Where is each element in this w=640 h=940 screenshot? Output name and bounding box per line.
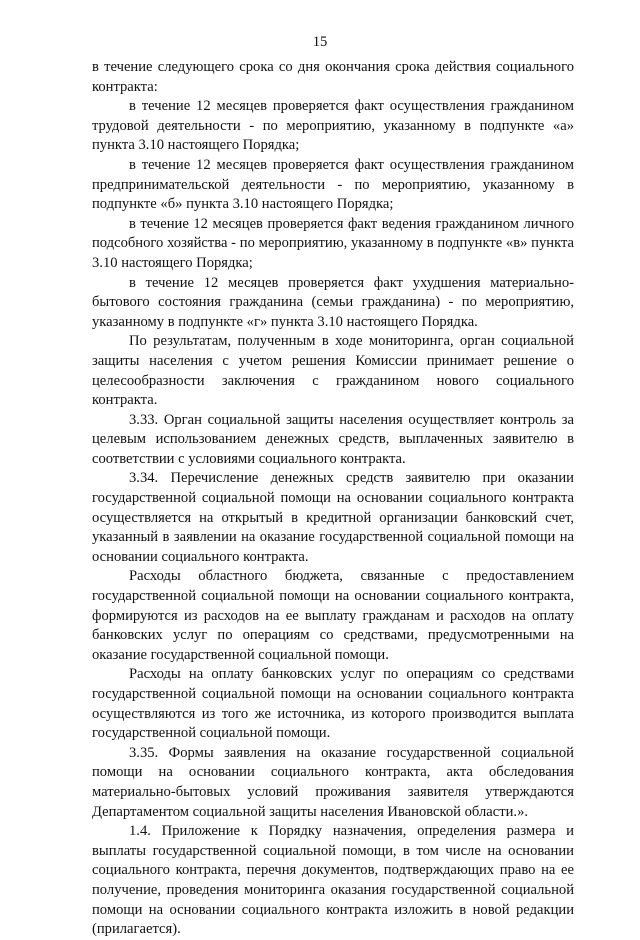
document-body <box>92 58 574 940</box>
page-number: 15 <box>312 34 328 50</box>
paragraph-entrepreneurship: в течение 12 месяцев проверяется факт осуществления гражданином предпринимательской деятельности - по мероприятию, указанному в подпункте «б» пункта 3.10 настоящего Порядка; <box>92 156 574 213</box>
paragraph-monitoring-results: По результатам, полученным в ходе мониторинга, орган социальной защиты населения с учетом решения Комиссии принимает решение о целесообразности заключения с гражданином нового социального контракта. <box>92 333 574 409</box>
paragraph-living-conditions: в течение 12 месяцев проверяется факт ухудшения материально-бытового состояния гражданина (семьи гражданина) - по мероприятию, указанному в подпункте «г» пункта 3.10 настоящего Порядка. <box>92 274 574 330</box>
paragraph-household-farming: в течение 12 месяцев проверяется факт ведения гражданином личного подсобного хозяйства - по мероприятию, указанному в подпункте «в» пункта 3.10 настоящего Порядка; <box>92 215 574 271</box>
paragraph-clause-3-34: 3.34. Перечисление денежных средств заявителю при оказании государственной социальной помощи на основании социального контракта осуществляется на открытый в кредитной организации банковский счет, указанный в заявлении на оказание государственной социальной помощи на основании социального контракта. <box>92 470 574 565</box>
paragraph-clause-3-35: 3.35. Формы заявления на оказание государственной социальной помощи на основании социального контракта, акта обследования материально-бытовых условий проживания заявителя утверждаются Департаментом социальной защиты населения Ивановской области.». <box>92 744 574 820</box>
paragraph-clause-3-33: 3.33. Орган социальной защиты населения осуществляет контроль за целевым использованием денежных средств, выплаченных заявителю в соответствии с условиями социального контракта. <box>92 411 574 467</box>
paragraph-continuation: в течение следующего срока со дня окончания срока действия социального контракта: <box>92 59 574 95</box>
paragraph-clause-1-4: 1.4. Приложение к Порядку назначения, определения размера и выплаты государственной социальной помощи, в том числе на основании социального контракта, перечня документов, подтверждающих право на ее получение, проведения мониторинга оказания государственной социальной помощи на основании социального контракта изложить в новой редакции (прилагается). <box>92 823 574 938</box>
paragraph-labor-activity: в течение 12 месяцев проверяется факт осуществления гражданином трудовой деятельности - по мероприятию, указанному в подпункте «а» пункта 3.10 настоящего Порядка; <box>92 98 574 154</box>
paragraph-budget-expenses: Расходы областного бюджета, связанные с предоставлением государственной социальной помощи на основании социального контракта, формируются из расходов на ее выплату гражданам и расходов на оплату банковских услуг по операциям со средствами, предусмотренными на оказание государственной социальной помощи. <box>92 568 574 663</box>
paragraph-bank-expenses: Расходы на оплату банковских услуг по операциям со средствами государственной социальной помощи на основании социального контракта осуществляются из того же источника, из которого производится выплата государственной социальной помощи. <box>92 666 574 742</box>
